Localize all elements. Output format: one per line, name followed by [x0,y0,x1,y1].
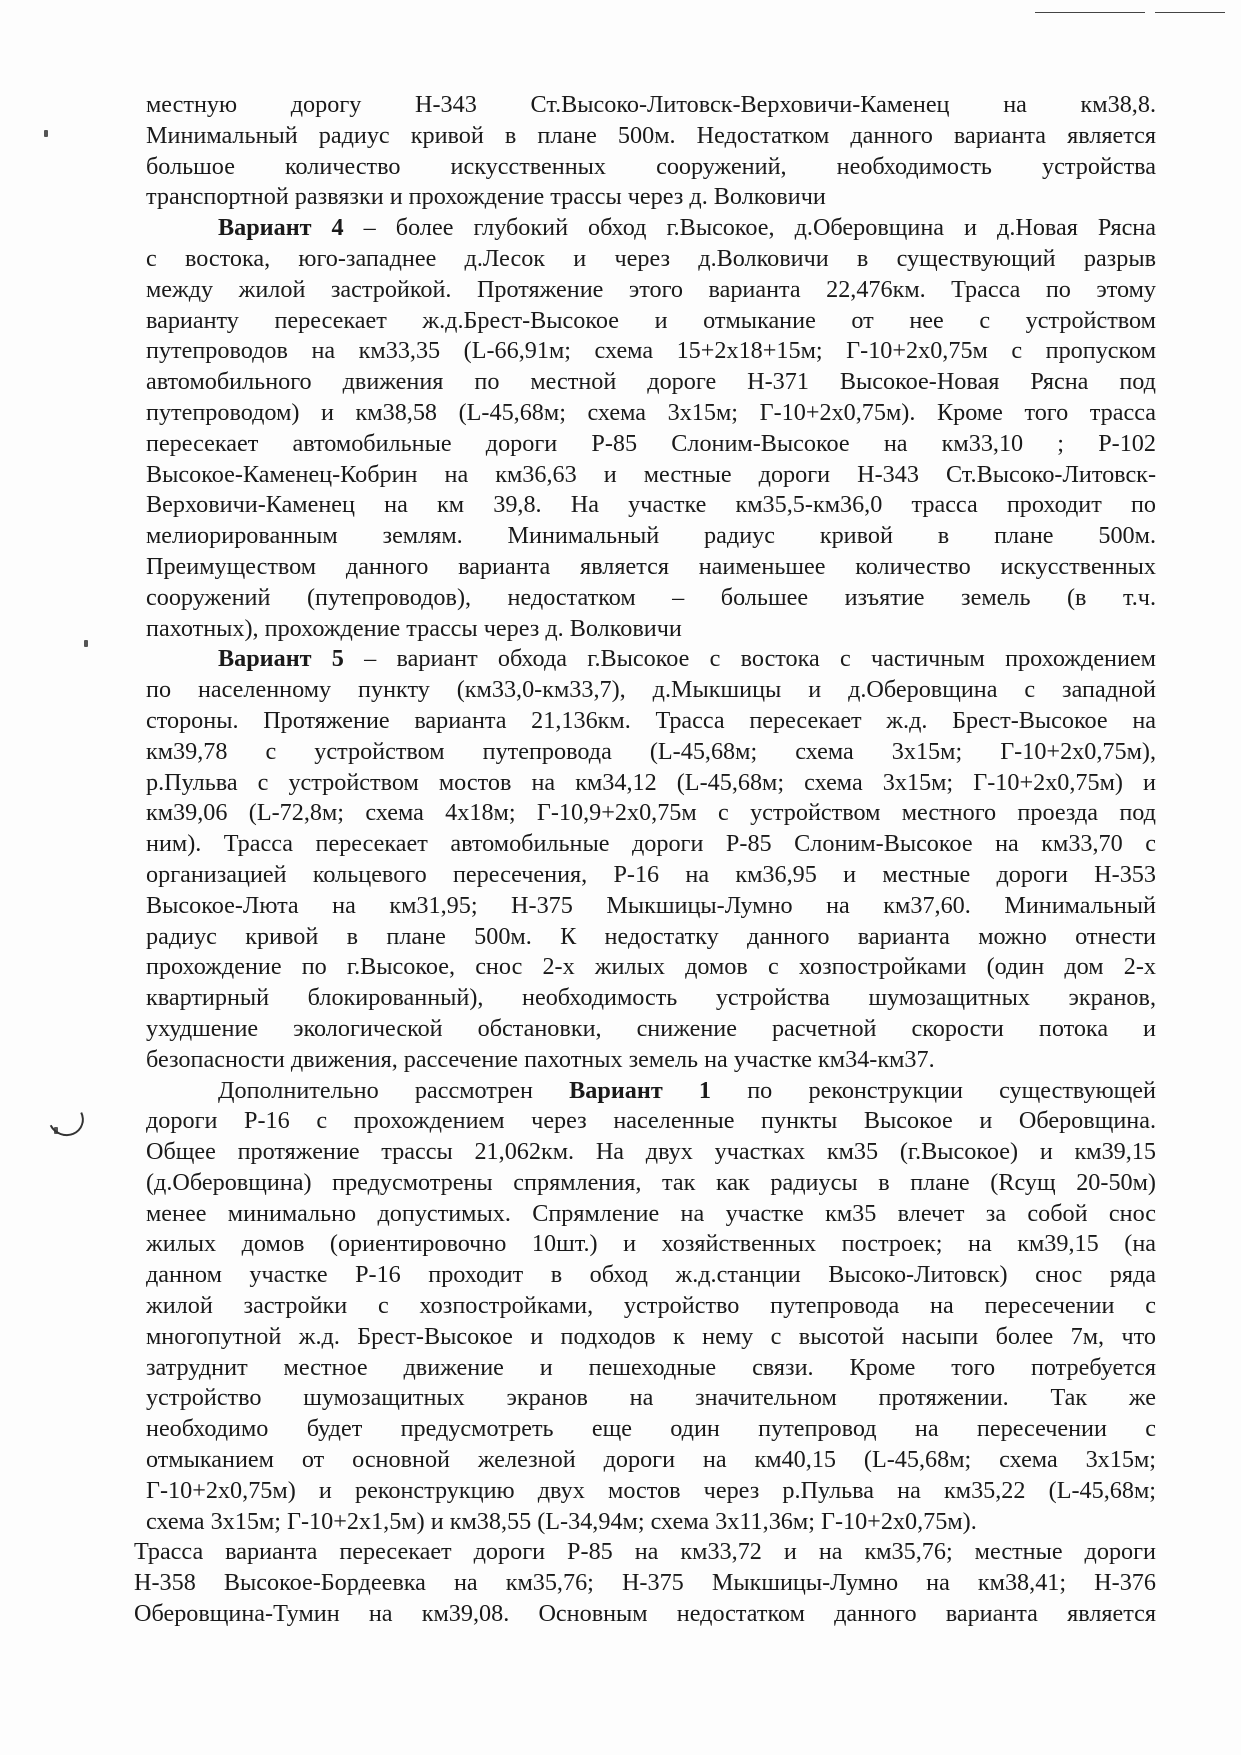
text-line: данном участке Р-16 проходит в обход ж.д.станции Высоко-Литовск) снос ряда [146,1261,1156,1289]
variant-heading: Вариант 1 [569,1076,712,1104]
text-line: стороны. Протяжение варианта 21,136км. Трасса пересекает ж.д. Брест-Высокое на [146,706,1156,734]
paragraph [146,90,1156,213]
paragraph-variant-5 [146,644,1156,1075]
text-line: путепроводов на км33,35 (L-66,91м; схема 15+2х18+15м; Г-10+2х0,75м с пропуском [146,337,1156,365]
scan-artifact-mark [84,640,88,647]
text-line: дороги Р-16 с прохождением через населенные пункты Высокое и Оберовщина. [146,1107,1156,1135]
variant-heading: Вариант 4 [218,214,344,242]
text-line: необходимо будет предусмотреть еще один путепровод на пересечении с [146,1415,1156,1443]
text-line: Н-358 Высокое-Бордеевка на км35,76; Н-375 Мыкшицы-Лумно на км38,41; Н-376 [134,1569,1156,1597]
text-line: км39,78 с устройством путепровода (L-45,68м; схема 3х15м; Г-10+2х0,75м), [146,737,1156,765]
text-line: схема 3х15м; Г-10+2х1,5м) и км38,55 (L-34,94м; схема 3х11,36м; Г-10+2х0,75м). [146,1507,977,1535]
text-line [146,1076,1156,1107]
scan-artifact-mark [44,130,48,137]
text-line: транспортной развязки и прохождение трассы через д. Волковичи [146,183,826,211]
text-line: Высокое-Люта на км31,95; Н-375 Мыкшицы-Лумно на км37,60. Минимальный [146,891,1156,919]
text-line: менее минимально допустимых. Спрямление на участке км35 влечет за собой снос [146,1199,1156,1227]
text-line: Высокое-Каменец-Кобрин на км36,63 и местные дороги Н-343 Ст.Высоко-Литовск- [146,460,1156,488]
text-line: устройство шумозащитных экранов на значительном протяжении. Так же [146,1384,1156,1412]
paragraph-variant-4 [146,213,1156,644]
text-line: Трасса варианта пересекает дороги Р-85 на км33,72 и на км35,76; местные дороги [134,1538,1156,1566]
text-line: радиус кривой в плане 500м. К недостатку данного варианта можно отнести [146,922,1156,950]
text-fragment: – более глубокий обход г.Высокое, д.Оберовщина и д.Новая Рясна [343,214,1156,242]
text-line: по населенному пункту (км33,0-км33,7), д.Мыкшицы и д.Оберовщина с западной [146,676,1156,704]
document-body [134,90,1156,1630]
text-line: Преимуществом данного варианта является наименьшее количество искусственных [146,552,1156,580]
text-line [146,213,1156,244]
text-line: пересекает автомобильные дороги Р-85 Слоним-Высокое на км33,10 ; Р-102 [146,429,1156,457]
text-line: км39,06 (L-72,8м; схема 4х18м; Г-10,9+2х0,75м с устройством местного проезда под [146,799,1156,827]
text-line: (д.Оберовщина) предусмотрены спрямления, так как радиусы в плане (Rсущ 20-50м) [146,1168,1156,1196]
text-line: ним). Трасса пересекает автомобильные дороги Р-85 Слоним-Высокое на км33,70 с [146,830,1156,858]
text-line: прохождение по г.Высокое, снос 2-х жилых домов с хозпостройками (один дом 2-х [146,953,1156,981]
text-line: организацией кольцевого пересечения, Р-16 на км36,95 и местные дороги Н-353 [146,860,1156,888]
text-fragment: по реконструкции существующей [711,1076,1156,1104]
text-line: Верховичи-Каменец на км 39,8. На участке км35,5-км36,0 трасса проходит по [146,491,1156,519]
scan-artifact-line [1035,12,1145,13]
text-line: жилой застройки с хозпостройками, устройство путепровода на пересечении с [146,1292,1156,1320]
text-line: варианту пересекает ж.д.Брест-Высокое и отмыкание от нее с устройством [146,306,1156,334]
paragraph-variant-1 [146,1076,1156,1538]
text-line: сооружений (путепроводов), недостатком – большее изъятие земель (в т.ч. [146,583,1156,611]
text-line: путепроводом) и км38,58 (L-45,68м; схема 3х15м; Г-10+2х0,75м). Кроме того трасса [146,398,1156,426]
scan-artifact-line [1155,12,1225,13]
text-line: Общее протяжение трассы 21,062км. На двух участках км35 (г.Высокое) и км39,15 [146,1138,1156,1166]
paragraph [134,1537,1156,1629]
text-line: местную дорогу Н-343 Ст.Высоко-Литовск-Верховичи-Каменец на км38,8. [146,91,1156,118]
text-line: Оберовщина-Тумин на км39,08. Основным недостатком данного варианта является [134,1600,1156,1628]
text-line: автомобильного движения по местной дороге Н-371 Высокое-Новая Рясна под [146,368,1156,396]
text-line: с востока, юго-западнее д.Лесок и через д.Волковичи в существующий разрыв [146,244,1156,272]
text-line: р.Пульва с устройством мостов на км34,12 (L-45,68м; схема 3х15м; Г-10+2х0,75м) и [146,768,1156,796]
text-line: квартирный блокированный), необходимость устройства шумозащитных экранов, [146,984,1156,1012]
text-line: Г-10+2х0,75м) и реконструкцию двух мостов через р.Пульва на км35,22 (L-45,68м; [146,1476,1156,1504]
text-line: между жилой застройкой. Протяжение этого варианта 22,476км. Трасса по этому [146,275,1156,303]
text-line: пахотных), прохождение трассы через д. Волковичи [146,614,682,642]
text-line: Минимальный радиус кривой в плане 500м. Недостатком данного варианта является [146,121,1156,149]
text-line: большое количество искусственных сооружений, необходимость устройства [146,152,1156,180]
variant-heading: Вариант 5 [218,645,344,673]
text-line: безопасности движения, рассечение пахотных земель на участке км34-км37. [146,1045,935,1073]
punch-hole-mark [43,1097,88,1141]
text-line: многопутной ж.д. Брест-Высокое и подходов к нему с высотой насыпи более 7м, что [146,1322,1156,1350]
text-line: мелиорированным землям. Минимальный радиус кривой в плане 500м. [146,522,1156,550]
text-line: отмыканием от основной железной дороги на км40,15 (L-45,68м; схема 3х15м; [146,1446,1156,1474]
text-fragment: Дополнительно рассмотрен [218,1076,570,1104]
text-line: жилых домов (ориентировочно 10шт.) и хозяйственных построек; на км39,15 (на [146,1230,1156,1258]
text-line [146,644,1156,675]
text-line: ухудшение экологической обстановки, снижение расчетной скорости потока и [146,1014,1156,1042]
text-line: затруднит местное движение и пешеходные связи. Кроме того потребуется [146,1353,1156,1381]
text-fragment: – вариант обхода г.Высокое с востока с частичным прохождением [343,645,1156,673]
